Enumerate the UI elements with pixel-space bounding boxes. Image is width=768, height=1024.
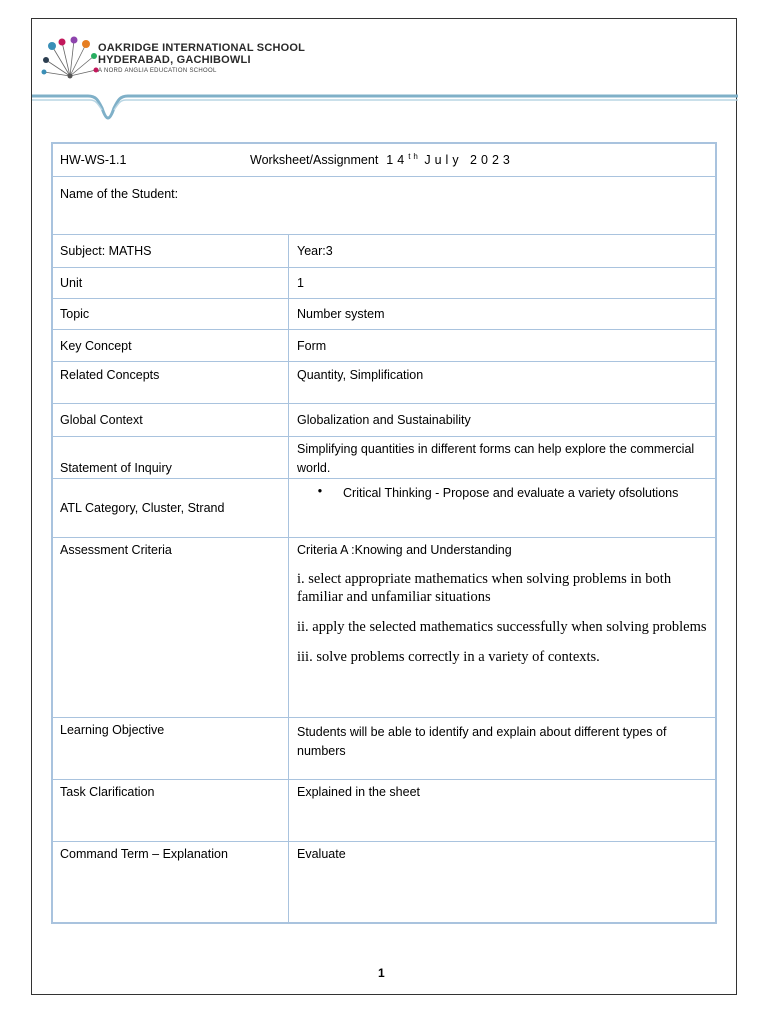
assessment-item: iii. solve problems correctly in a variety of contexts.	[297, 649, 600, 665]
row-value: Evaluate	[297, 847, 346, 861]
header-row	[53, 144, 715, 177]
table-row	[53, 718, 715, 780]
worksheet-code: HW-WS-1.1	[60, 153, 127, 167]
subject-label: Subject: MATHS	[53, 235, 289, 267]
student-name-row	[53, 177, 715, 235]
row-label: Task Clarification	[53, 780, 289, 841]
table-row	[53, 479, 715, 538]
table-row	[53, 780, 715, 842]
table-row	[53, 299, 715, 330]
year-label: Year:3	[297, 244, 333, 258]
school-location: HYDERABAD, GACHIBOWLI	[98, 54, 251, 66]
row-value: Students will be able to identify and explain about different types of numbers	[297, 725, 667, 758]
table-row	[53, 404, 715, 437]
worksheet-date-rest: July 2023	[424, 153, 514, 168]
row-value: 1	[297, 276, 304, 290]
row-label: Related Concepts	[53, 362, 289, 403]
row-value: Explained in the sheet	[297, 785, 421, 799]
row-value: Form	[297, 338, 327, 353]
row-label: Topic	[53, 299, 289, 329]
row-label: Global Context	[53, 404, 289, 436]
assessment-heading: Criteria A :Knowing and Understanding	[297, 543, 512, 557]
table-row	[53, 362, 715, 404]
table-row	[53, 437, 715, 479]
row-label: ATL Category, Cluster, Strand	[53, 479, 289, 537]
student-name-label: Name of the Student:	[60, 187, 179, 201]
row-label: Statement of Inquiry	[53, 437, 289, 478]
worksheet-title: Worksheet/Assignment	[250, 153, 379, 167]
row-label: Unit	[53, 268, 289, 298]
row-label: Key Concept	[53, 330, 289, 361]
school-logo	[40, 36, 100, 84]
assessment-label: Assessment Criteria	[53, 538, 289, 717]
school-name-block	[98, 42, 305, 74]
worksheet-table	[51, 142, 717, 924]
worksheet-date-day: 14	[386, 153, 409, 168]
assessment-item: ii. apply the selected mathematics successfully when solving problems	[297, 619, 707, 635]
bullet-icon: •	[317, 484, 323, 498]
school-name: OAKRIDGE INTERNATIONAL SCHOOL	[98, 42, 306, 54]
row-value: Quantity, Simplification	[297, 368, 424, 382]
row-value: Critical Thinking - Propose and evaluate a variety ofsolutions	[343, 486, 679, 500]
row-value: Globalization and Sustainability	[297, 413, 471, 427]
table-row	[53, 268, 715, 299]
assessment-item: i. select appropriate mathematics when solving problems in both familiar and unfamiliar situations	[297, 571, 672, 605]
school-tagline: A NORD ANGLIA EDUCATION SCHOOL	[98, 68, 217, 74]
header-wave-divider	[32, 88, 738, 122]
table-row	[53, 842, 715, 922]
subject-row	[53, 235, 715, 268]
row-value: Simplifying quantities in different forms can help explore the commercial world.	[297, 442, 695, 475]
assessment-row	[53, 538, 715, 718]
row-value: Number system	[297, 307, 385, 321]
page-number: 1	[378, 966, 385, 980]
worksheet-date-suffix: th	[408, 152, 421, 162]
row-label: Learning Objective	[53, 718, 289, 779]
table-row	[53, 330, 715, 362]
row-label: Command Term – Explanation	[53, 842, 289, 922]
